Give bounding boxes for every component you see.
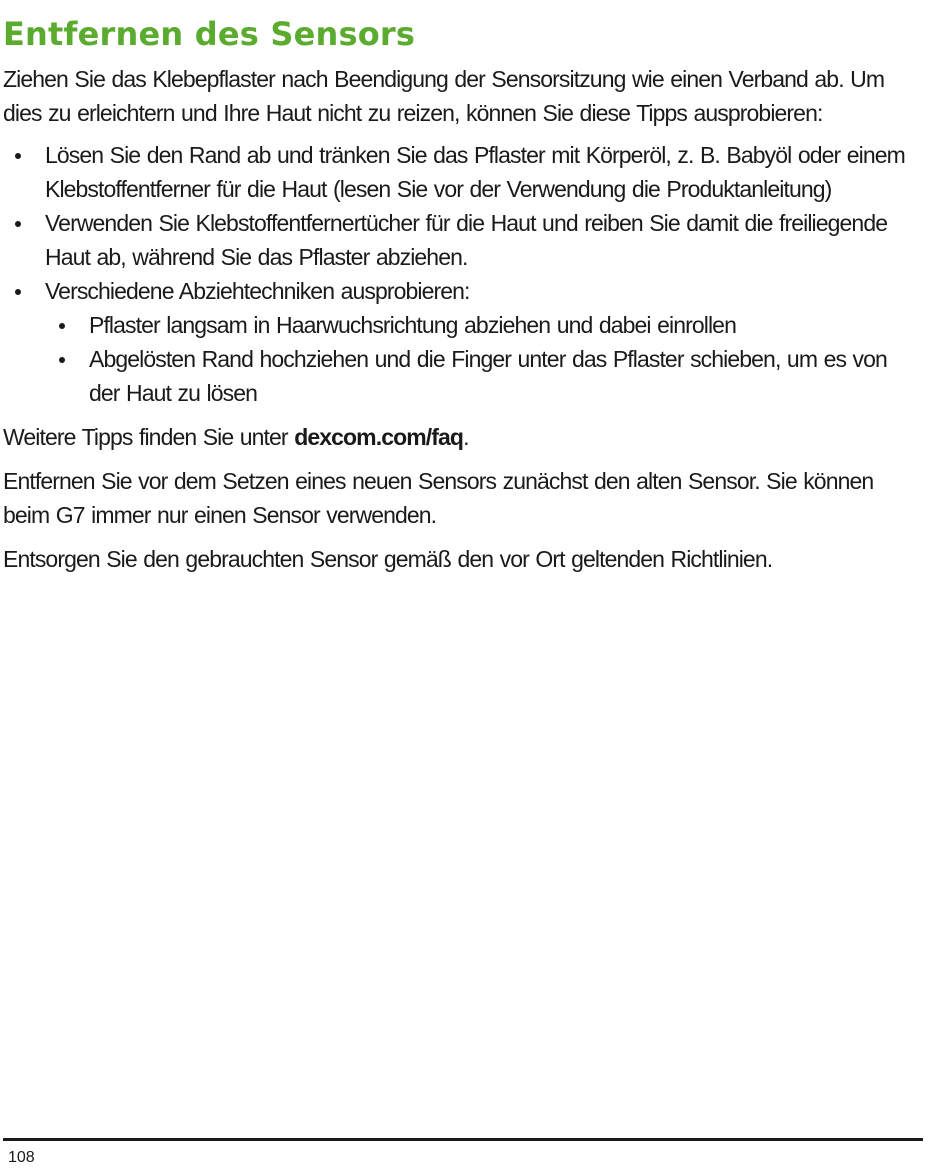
list-item-text: Verwenden Sie Klebstoffentfernertücher für die Haut und reiben Sie damit die freiliegende Haut ab, während Sie das Pflaster abziehen. — [45, 210, 888, 270]
remove-old-sensor-paragraph: Entfernen Sie vor dem Setzen eines neuen Sensors zunächst den alten Sensor. Sie können beim G7 immer nur einen Sensor verwenden. — [3, 468, 874, 528]
list-item — [3, 138, 918, 206]
tips-list — [3, 138, 918, 410]
list-item — [3, 274, 918, 410]
faq-link[interactable]: dexcom.com/faq — [294, 424, 464, 450]
technique-sublist — [45, 308, 918, 410]
footer-divider — [3, 1138, 923, 1141]
list-item-text: Lösen Sie den Rand ab und tränken Sie das Pflaster mit Körperöl, z. B. Babyöl oder einem Klebstoffentferner für die Haut (lesen Sie vor der Verwendung die Produktanleitung) — [45, 142, 905, 202]
more-tips-prefix: Weitere Tipps finden Sie unter — [3, 424, 295, 450]
bullet-dot-icon — [15, 289, 21, 295]
sub-list-item-text: Pflaster langsam in Haarwuchsrichtung abziehen und dabei einrollen — [89, 312, 736, 338]
more-tips-suffix: . — [463, 424, 469, 450]
list-item — [3, 206, 918, 274]
page-content — [3, 62, 918, 576]
page-number: 108 — [8, 1149, 35, 1166]
disposal-paragraph: Entsorgen Sie den gebrauchten Sensor gemäß den vor Ort geltenden Richtlinien. — [3, 546, 773, 572]
bullet-dot-icon — [15, 221, 21, 227]
more-tips-paragraph — [3, 420, 918, 454]
intro-paragraph: Ziehen Sie das Klebepflaster nach Beendigung der Sensorsitzung wie einen Verband ab. Um dies zu erleichtern und Ihre Haut nicht zu reizen, können Sie diese Tipps ausprobieren: — [3, 66, 885, 126]
bullet-dot-icon — [59, 323, 65, 329]
sub-list-item — [45, 308, 918, 342]
bullet-dot-icon — [15, 153, 21, 159]
bullet-dot-icon — [59, 357, 65, 363]
sub-list-item-text: Abgelösten Rand hochziehen und die Finger unter das Pflaster schieben, um es von der Haut zu lösen — [89, 346, 887, 406]
sub-list-item — [45, 342, 918, 410]
page-title: Entfernen des Sensors — [3, 15, 416, 53]
list-item-text: Verschiedene Abziehtechniken ausprobieren: — [45, 278, 470, 304]
